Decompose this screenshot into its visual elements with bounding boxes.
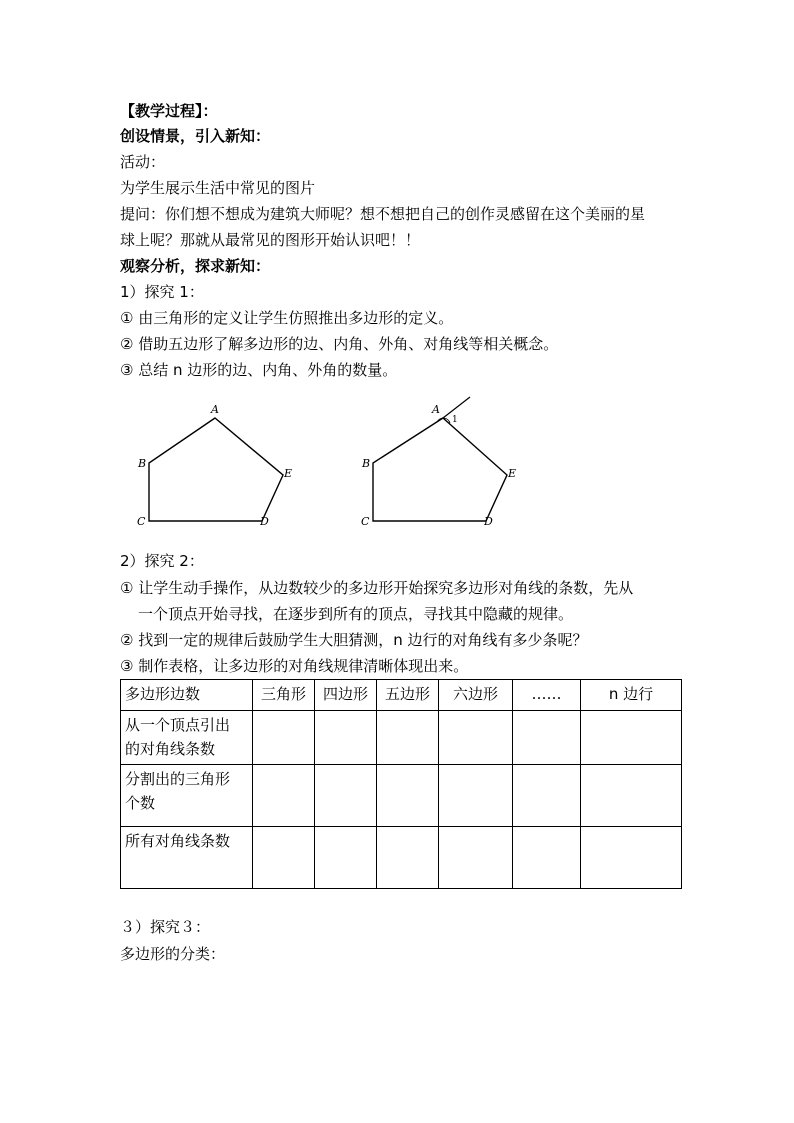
row-label-line: 所有对角线条数 (125, 832, 231, 850)
empty-cell (581, 711, 682, 765)
empty-cell (377, 765, 439, 827)
table-header-cell: 六边形 (439, 680, 513, 711)
section-title: 【教学过程】： (120, 102, 218, 120)
vertex-label: E (284, 467, 293, 480)
vertex-label: E (508, 467, 517, 480)
explore1-item: ② 借助五边形了解多边形的边、内角、外角、对角线等相关概念。 (120, 335, 559, 353)
empty-cell (253, 827, 315, 889)
table-header-cell: 五边形 (377, 680, 439, 711)
row-label-line: 个数 (125, 794, 156, 812)
explore1-item: ① 由三角形的定义让学生仿照推出多边形的定义。 (120, 309, 454, 327)
explore3-subtitle: 多边形的分类： (120, 945, 226, 963)
table-header-cell: 三角形 (253, 680, 315, 711)
empty-cell (439, 711, 513, 765)
explore3-title: ３）探究３： (120, 918, 211, 936)
empty-cell (581, 827, 682, 889)
vertex-label: B (362, 457, 371, 470)
empty-cell (581, 765, 682, 827)
empty-cell (315, 711, 377, 765)
table-header-cell: 四边形 (315, 680, 377, 711)
empty-cell (315, 827, 377, 889)
empty-cell (315, 765, 377, 827)
row-label-cell (121, 827, 253, 889)
row-label-line: 从一个顶点引出 (125, 716, 231, 734)
empty-cell (513, 765, 581, 827)
row-label-line: 分割出的三角形 (125, 770, 231, 788)
table-header-cell: …… (513, 680, 581, 711)
question-line-2: 球上呢？那就从最常见的图形开始认识吧！！ (120, 231, 421, 249)
table-row (121, 711, 682, 765)
pentagon-right (361, 397, 516, 528)
part1-heading: 创设情景，引入新知： (120, 127, 271, 145)
explore2-item1-line1: ① 让学生动手操作，从边数较少的多边形开始探究多边形对角线的条数，先从 (120, 579, 634, 597)
angle-label: 1 (452, 415, 458, 425)
empty-cell (253, 765, 315, 827)
vertex-label: D (484, 515, 493, 528)
activity-text: 为学生展示生活中常见的图片 (120, 179, 316, 197)
vertex-label: D (260, 515, 269, 528)
empty-cell (377, 711, 439, 765)
vertex-label: C (137, 515, 146, 528)
explore2-item1-line2: 一个顶点开始寻找，在逐步到所有的顶点，寻找其中隐藏的规律。 (138, 605, 574, 623)
table-header-row (121, 680, 682, 711)
empty-cell (253, 711, 315, 765)
empty-cell (439, 827, 513, 889)
activity-label: 活动： (120, 153, 166, 171)
explore1-title: 1）探究 1： (120, 283, 204, 301)
table-header-cell: n 边行 (581, 680, 682, 711)
vertex-label: A (211, 403, 219, 416)
part2-heading: 观察分析，探求新知： (120, 257, 271, 275)
empty-cell (439, 765, 513, 827)
row-label-cell (121, 711, 253, 765)
vertex-label: C (361, 515, 370, 528)
row-label-line: 的对角线条数 (125, 740, 216, 758)
explore2-item3: ③ 制作表格，让多边形的对角线规律清晰体现出来。 (120, 657, 469, 675)
pentagon-figures (120, 395, 540, 535)
empty-cell (513, 827, 581, 889)
table-row (121, 827, 682, 889)
explore1-item: ③ 总结 n 边形的边、内角、外角的数量。 (120, 361, 398, 379)
table-row (121, 765, 682, 827)
explore2-title: 2）探究 2： (120, 552, 204, 570)
table-header-cell: 多边形边数 (121, 680, 253, 711)
empty-cell (377, 827, 439, 889)
pentagon-left (137, 403, 292, 528)
row-label-cell (121, 765, 253, 827)
empty-cell (513, 711, 581, 765)
vertex-label: A (432, 403, 440, 416)
explore2-item2: ② 找到一定的规律后鼓励学生大胆猜测，n 边行的对角线有多少条呢？ (120, 631, 588, 649)
diagonal-table (120, 679, 682, 889)
vertex-label: B (138, 457, 147, 470)
question-line-1: 提问：你们想不想成为建筑大师呢？想不想把自己的创作灵感留在这个美丽的星 (120, 205, 646, 223)
